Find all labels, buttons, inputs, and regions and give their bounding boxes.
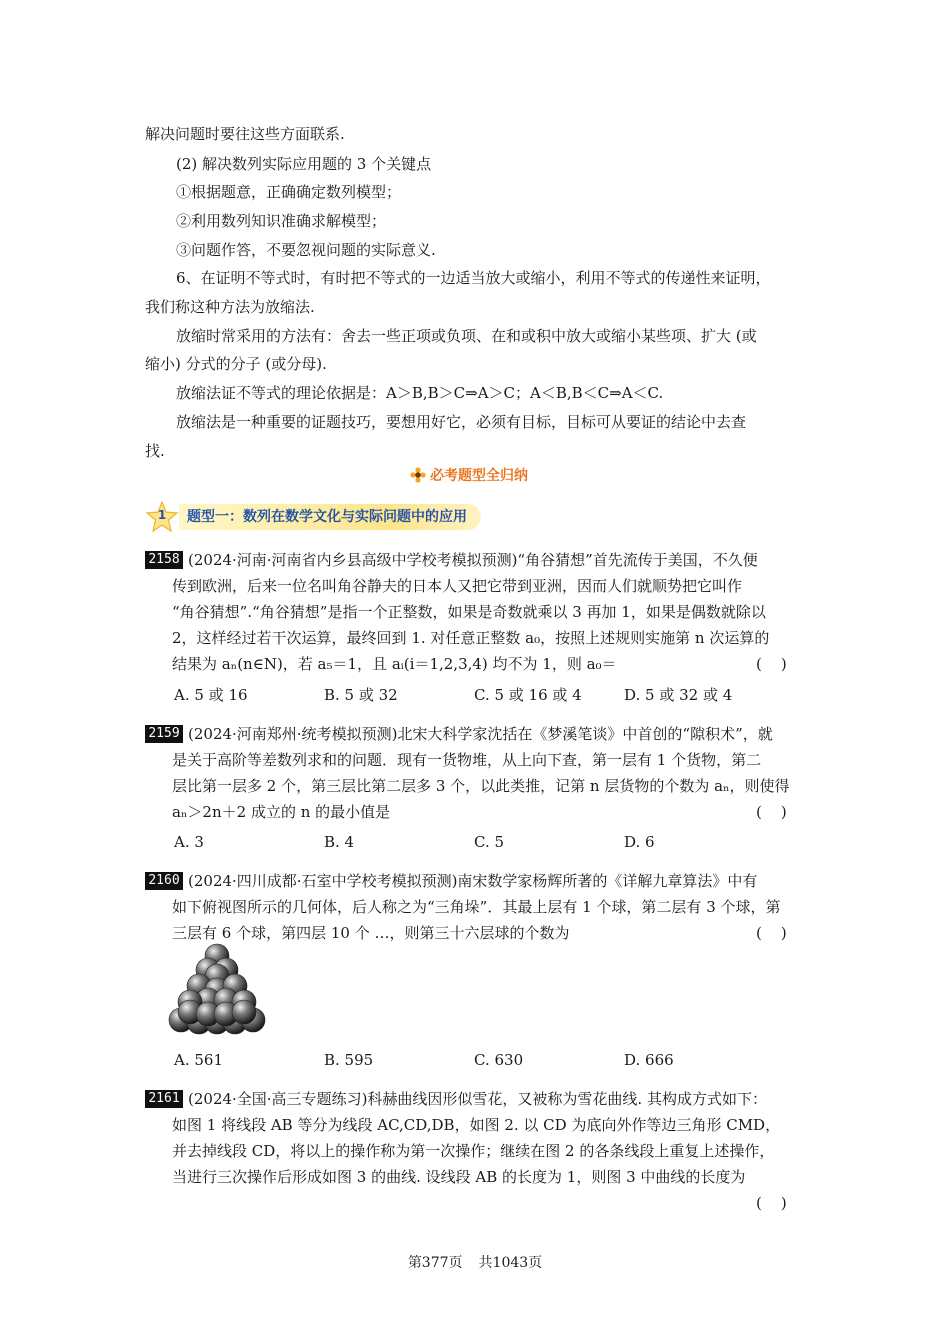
page-number: 第377页 <box>407 1255 463 1271</box>
intro-line: 放缩法证不等式的理论依据是：A＞B,B＞C⇒A＞C；A＜B,B＜C⇒A＜C. <box>176 384 664 402</box>
option-d: D. 5 或 32 或 4 <box>624 686 733 704</box>
topic-title: 题型一：数列在数学文化与实际问题中的应用 <box>179 504 481 530</box>
intro-line: 6、在证明不等式时，有时把不等式的一边适当放大或缩小，利用不等式的传递性来证明， <box>176 269 771 287</box>
question-text: 如下俯视图所示的几何体，后人称之为“三角垛”．其最上层有 1 个球，第二层有 3 个球，第 <box>172 898 781 916</box>
option-b: B. 5 或 32 <box>324 686 398 704</box>
star-badge <box>145 500 179 534</box>
answer-blank: ( ) <box>756 803 787 821</box>
intro-line: ②利用数列知识准确求解模型； <box>176 212 387 230</box>
question-text: 并去掉线段 CD，将以上的操作称为第一次操作；继续在图 2 的各条线段上重复上述操作， <box>172 1142 775 1160</box>
answer-blank: ( ) <box>756 924 787 942</box>
intro-line: ①根据题意，正确确定数列模型； <box>176 183 402 201</box>
question-text: “角谷猜想”.“角谷猜想”是指一个正整数，如果是奇数就乘以 3 再加 1，如果是偶数就除以 <box>172 603 766 621</box>
option-a: A. 5 或 16 <box>174 686 248 704</box>
intro-line: 缩小) 分式的分子 (或分母). <box>145 355 327 373</box>
intro-line: ③问题作答，不要忽视问题的实际意义. <box>176 241 436 259</box>
ball-pyramid-figure <box>166 942 274 1042</box>
answer-blank: ( ) <box>756 1194 787 1212</box>
question-text: 结果为 aₙ(n∈N)，若 a₅＝1，且 aᵢ(i＝1,2,3,4) 均不为 1，则 a₀＝ <box>172 655 617 673</box>
question-text: 传到欧洲，后来一位名叫角谷静夫的日本人又把它带到亚洲，因而人们就顺势把它叫作 <box>172 577 743 595</box>
option-c: C. 630 <box>474 1051 524 1069</box>
question-number: 2158 <box>145 551 183 569</box>
option-c: C. 5 <box>474 833 505 851</box>
question-text: aₙ＞2n＋2 成立的 n 的最小值是 <box>172 803 391 821</box>
question-number: 2161 <box>145 1090 183 1108</box>
flower-icon <box>410 467 426 483</box>
question-text: (2024·河南郑州·统考模拟预测)北宋大科学家沈括在《梦溪笔谈》中首创的“隙积术”，就 <box>188 725 773 743</box>
intro-line: 解决问题时要往这些方面联系. <box>145 125 345 143</box>
option-c: C. 5 或 16 或 4 <box>474 686 582 704</box>
option-b: B. 4 <box>324 833 355 851</box>
question-text: 三层有 6 个球，第四层 10 个 …，则第三十六层球的个数为 <box>172 924 570 942</box>
question-number: 2159 <box>145 725 183 743</box>
intro-line: 找. <box>145 442 165 460</box>
question-text: 是关于高阶等差数列求和的问题．现有一货物堆，从上向下查，第一层有 1 个货物，第二 <box>172 751 762 769</box>
topic-number: 1 <box>157 508 167 522</box>
option-d: D. 6 <box>624 833 655 851</box>
option-b: B. 595 <box>324 1051 374 1069</box>
question-text: (2024·河南·河南省内乡县高级中学校考模拟预测)“角谷猜想”首先流传于美国，不久便 <box>188 551 758 569</box>
question-number: 2160 <box>145 872 183 890</box>
option-d: D. 666 <box>624 1051 674 1069</box>
question-text: 2，这样经过若干次运算，最终回到 1. 对任意正整数 a₀，按照上述规则实施第 n 次运算的 <box>172 629 770 647</box>
intro-line: 我们称这种方法为放缩法. <box>145 298 315 316</box>
question-text: 如图 1 将线段 AB 等分为线段 AC,CD,DB，如图 2. 以 CD 为底向外作等边三角形 CMD， <box>172 1116 781 1134</box>
answer-blank: ( ) <box>756 655 787 673</box>
question-text: (2024·全国·高三专题练习)科赫曲线因形似雪花，又被称为雪花曲线. 其构成方式如下： <box>188 1090 767 1108</box>
heading-text: 必考题型全归纳 <box>430 468 528 484</box>
page-total: 共1043页 <box>478 1255 543 1271</box>
page-footer <box>0 1252 950 1272</box>
option-a: A. 3 <box>174 833 204 851</box>
question-text: 当进行三次操作后形成如图 3 的曲线. 设线段 AB 的长度为 1，则图 3 中曲线的长度为 <box>172 1168 746 1186</box>
question-text: (2024·四川成都·石室中学校考模拟预测)南宋数学家杨辉所著的《详解九章算法》中有 <box>188 872 758 890</box>
intro-line: 放缩时常采用的方法有：舍去一些正项或负项、在和或积中放大或缩小某些项、扩大 (或 <box>176 327 757 345</box>
topic-banner <box>145 503 515 531</box>
question-text: 层比第一层多 2 个，第三层比第二层多 3 个，以此类推，记第 n 层货物的个数为 aₙ，则使得 <box>172 777 790 795</box>
section-heading <box>410 465 528 485</box>
intro-line: 放缩法是一种重要的证题技巧，要想用好它，必须有目标，目标可从要证的结论中去查 <box>176 413 747 431</box>
option-a: A. 561 <box>174 1051 223 1069</box>
intro-line: (2) 解决数列实际应用题的 3 个关键点 <box>176 155 432 173</box>
